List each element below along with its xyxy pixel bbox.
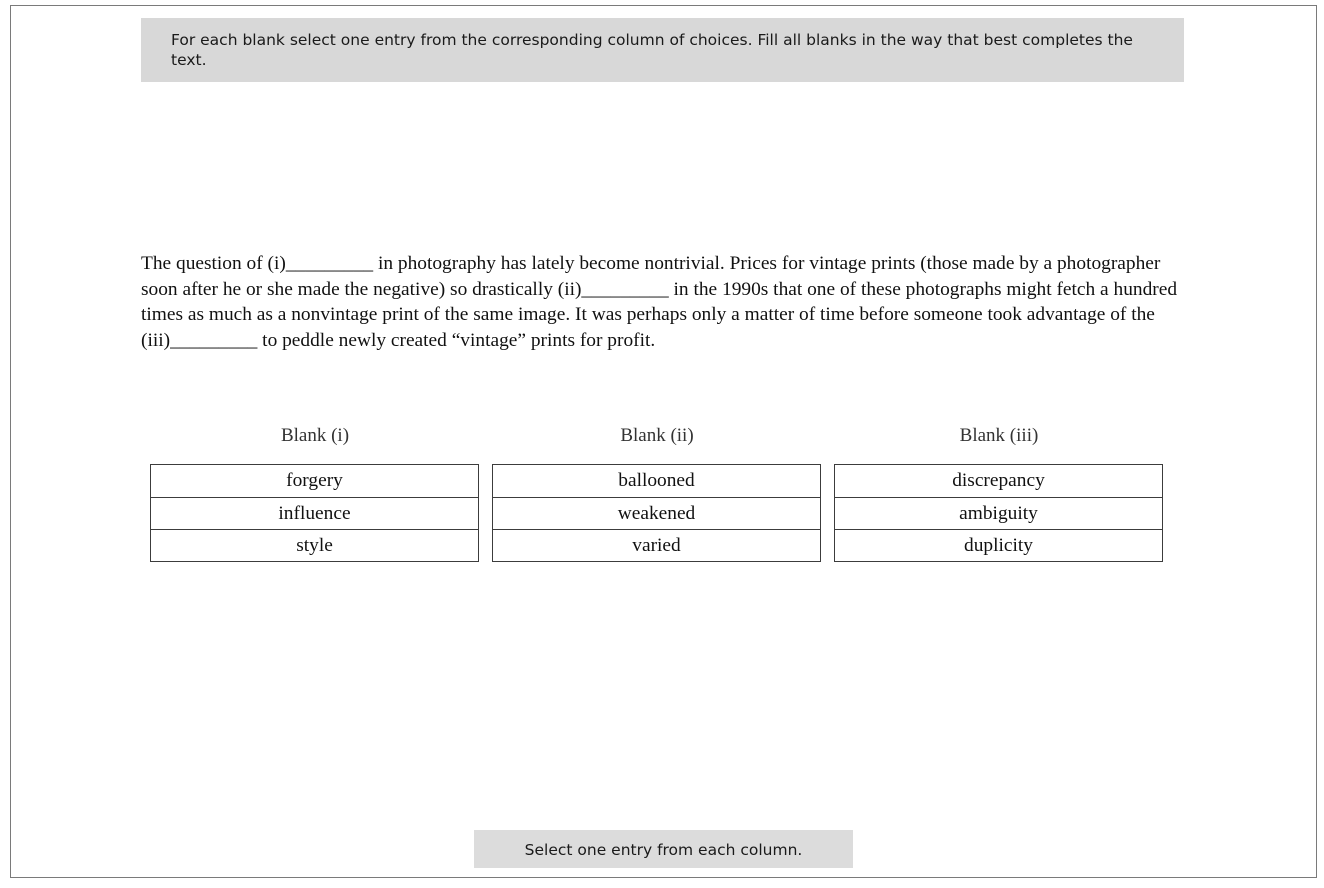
blank-ii-choices [492, 464, 821, 562]
choice-blank-i-option-1[interactable]: forgery [286, 470, 343, 491]
choice-blank-iii-option-1[interactable]: discrepancy [952, 470, 1045, 491]
blank-iii-choices [834, 464, 1163, 562]
blank-ii-header: Blank (ii) [620, 425, 694, 446]
directions-text: For each blank select one entry from the corresponding column of choices. Fill all blanks in the way that best completes the text. [171, 31, 1133, 69]
choice-blank-i-option-2[interactable]: influence [151, 497, 478, 529]
choice-blank-ii-option-1[interactable]: ballooned [618, 470, 695, 491]
blank-iii-header: Blank (iii) [959, 425, 1039, 446]
status-message: Select one entry from each column. [474, 830, 853, 868]
directions-box [141, 18, 1184, 82]
choice-blank-iii-option-2[interactable]: ambiguity [835, 497, 1162, 529]
choice-blank-ii-option-2[interactable]: weakened [493, 497, 820, 529]
choice-blank-ii-option-3[interactable]: varied [493, 529, 820, 561]
blank-i-header: Blank (i) [280, 425, 350, 446]
choice-blank-i-option-3[interactable]: style [151, 529, 478, 561]
blank-i-choices [150, 464, 479, 562]
passage-text: The question of (i)_________ in photography has lately become nontrivial. Prices for vintage prints (those made by a photographer soon after he or she made the negative) so drastically (ii)_________ in the 1990s that one of these photographs might fetch a hundred times as much as a nonvintage print of the same image. It was perhaps only a matter of time before someone took advantage of the (iii)_________ to peddle newly created “vintage” prints for profit. [141, 253, 1178, 351]
choice-blank-iii-option-3[interactable]: duplicity [835, 529, 1162, 561]
